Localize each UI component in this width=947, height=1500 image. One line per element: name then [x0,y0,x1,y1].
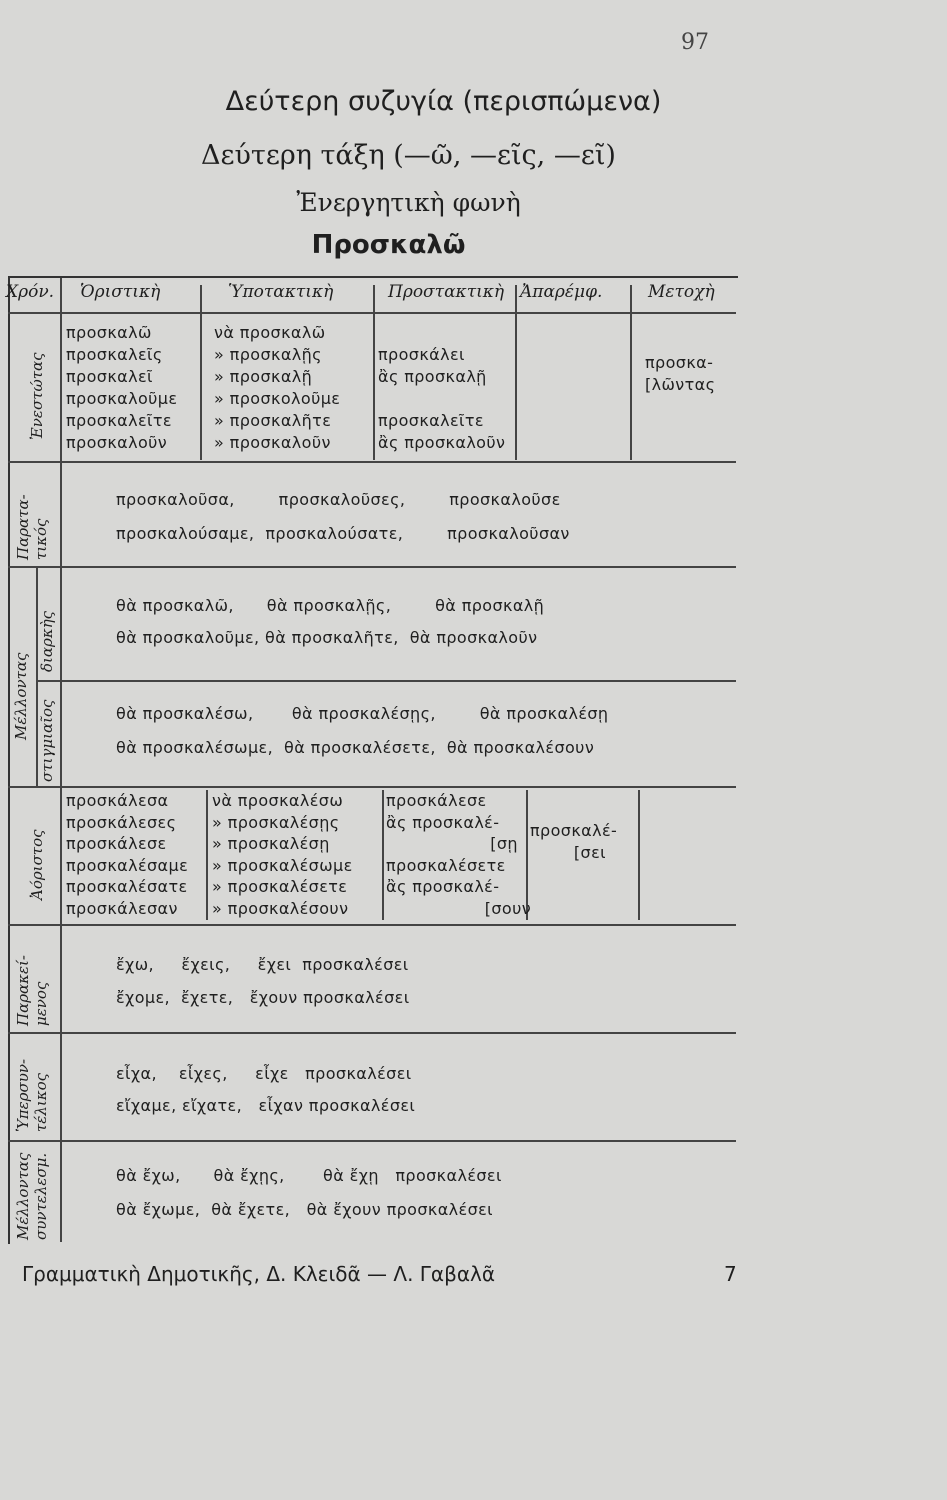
col-rule-3 [515,285,517,460]
footer-number: 7 [724,1262,737,1286]
tense-future-perfect: Μέλλοντας συντελεσμ. [14,1152,50,1240]
present-indicative: προσκαλῶ προσκαλεῖς προσκαλεῖ προσκαλοῦμε προσκαλεῖτε προσκαλοῦν [66,323,178,452]
future-perfect-line-2: θὰ ἔχωμε, θὰ ἔχετε, θὰ ἔχουν προσκαλέσει [116,1200,493,1219]
tense-future: Μέλλοντας [12,652,30,740]
verb-title [0,230,947,260]
page-title [0,86,947,117]
subtitle [0,140,947,171]
future-simple-line-1: θὰ προσκαλέσω, θὰ προσκαλέσῃς, θὰ προσκαλέσῃ [116,704,609,723]
col-rule-2 [373,285,375,460]
header-indicative: Ὁριστικὴ [80,282,161,302]
subtitle-text: Δεύτερη τάξη (—ῶ, —εῖς, —εῖ) [201,140,616,171]
future-cont-line-1: θὰ προσκαλῶ, θὰ προσκαλῇς, θὰ προσκαλῇ [116,596,545,615]
tense-future-simple: στιγμιαῖος [38,699,56,782]
tense-pluperfect: Ὑπερσυν- τέλικος [14,1058,50,1132]
aor-col-rule-4 [638,790,640,920]
tense-perfect: Παρακεί- μενος [14,955,50,1026]
verb-text: Προσκαλῶ [311,230,466,260]
row-rule-aorist [8,924,736,926]
col-rule-4 [630,285,632,460]
aorist-indicative: προσκάλεσα προσκάλεσες προσκάλεσε προσκαλέσαμε προσκαλέσατε προσκάλεσαν [66,791,189,918]
row-rule-future [8,786,736,788]
header-imperative: Προστακτικὴ [388,282,505,302]
imperfect-line-1: προσκαλοῦσα, προσκαλοῦσες, προσκαλοῦσε [116,490,561,509]
header-tense: Χρόν. [6,282,55,302]
present-subjunctive: νὰ προσκαλῶ » προσκαλῇς » προσκαλῇ » προσκολοῦμε » προσκαλῆτε » προσκαλοῦν [214,323,341,452]
future-cont-line-2: θὰ προσκαλοῦμε, θὰ προσκαλῆτε, θὰ προσκαλοῦν [116,628,538,647]
title-text: Δεύτερη συζυγία (περισπώμενα) [225,86,662,117]
header-subjunctive: Ὑποτακτικὴ [228,282,334,302]
row-rule-perfect [8,1032,736,1034]
col-rule-1 [200,285,202,460]
tense-column-rule [60,278,62,1242]
future-perfect-line-1: θὰ ἔχω, θὰ ἔχῃς, θὰ ἔχῃ προσκαλέσει [116,1166,502,1185]
aorist-infinitive: προσκαλέ- [σει [530,821,618,862]
pluperfect-line-2: εἴχαμε, εἴχατε, εἶχαν προσκαλέσει [116,1096,416,1115]
present-imperative: προσκάλει ἂς προσκαλῇ προσκαλεῖτε ἂς προσκαλοῦν [378,345,506,452]
row-rule-future-cont [36,680,736,682]
tense-present: Ἐνεστώτας [28,352,46,440]
header-participle: Μετοχὴ [648,282,715,302]
tense-imperfect: Παρατα- τικός [14,494,50,560]
aorist-subjunctive: νὰ προσκαλέσω » προσκαλέσῃς » προσκαλέσῃ » προσκαλέσωμε » προσκαλέσετε » προσκαλέσουν [212,791,353,918]
present-participle: προσκα- [λῶντας [645,353,716,394]
row-rule-pluperfect [8,1140,736,1142]
future-simple-line-2: θὰ προσκαλέσωμε, θὰ προσκαλέσετε, θὰ προσκαλέσουν [116,738,595,757]
header-rule [8,312,736,314]
pluperfect-line-1: εἶχα, εἶχες, εἶχε προσκαλέσει [116,1064,412,1083]
aor-col-rule-2 [382,790,384,920]
footer-text: Γραμματικὴ Δημοτικῆς, Δ. Κλειδᾶ — Λ. Γαβαλᾶ [22,1262,496,1286]
aorist-imperative: προσκάλεσε ἂς προσκαλέ- [σῃ προσκαλέσετε ἂς προσκαλέ- [σουν [386,791,532,918]
tense-future-cont: διαρκὴς [38,610,56,672]
perfect-line-2: ἔχομε, ἔχετε, ἔχουν προσκαλέσει [116,988,410,1007]
voice-text: Ἐνεργητικὴ φωνὴ [296,188,521,217]
page-number: 97 [681,30,709,55]
perfect-line-1: ἔχω, ἔχεις, ἔχει προσκαλέσει [116,955,409,974]
row-rule-present [8,461,736,463]
aor-col-rule-1 [206,790,208,920]
tense-aorist: Ἀόριστος [28,829,46,900]
row-rule-imperfect [8,566,736,568]
voice-title [0,188,947,217]
imperfect-line-2: προσκαλούσαμε, προσκαλούσατε, προσκαλοῦσαν [116,524,570,543]
header-infinitive: Ἀπαρέμφ. [520,282,603,302]
